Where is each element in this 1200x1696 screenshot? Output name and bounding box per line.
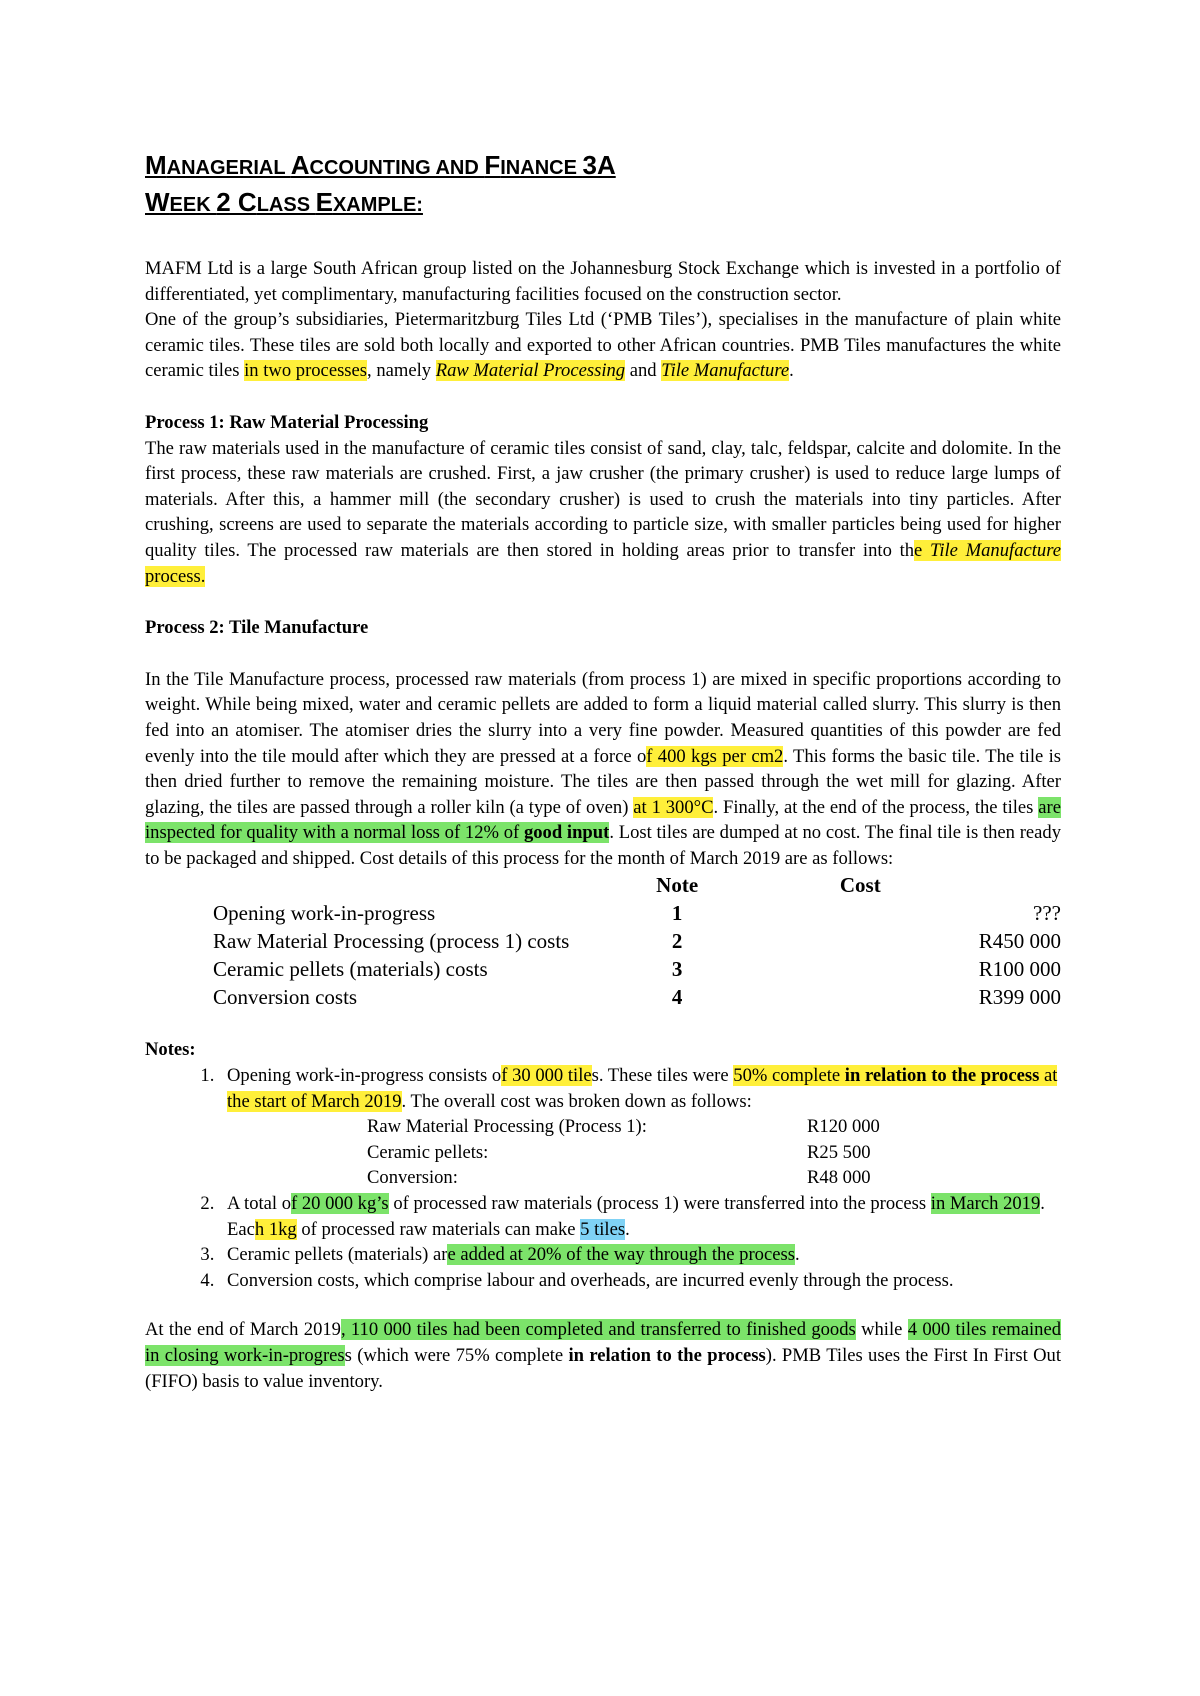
highlight-temperature: at 1 300°C	[633, 796, 714, 818]
closing-paragraph: At the end of March 2019, 110 000 tiles had been completed and transferred to finished goods while 4 000 tiles remained in closing work-in-progress (which were 75% complete in relation to the process). PMB Tiles uses the First In First Out (FIFO) basis to value inventory.	[145, 1319, 1062, 1392]
list-item: 1. Opening work-in-progress consists of 30 000 tiles. These tiles were 50% complete in relation to the process at the start of March 2019. The overall cost was broken down as follows: Raw Material Processing (Process 1): R120 000 Ceramic pellets: R25 500 Conversion: R48 000	[219, 1063, 1061, 1191]
document-body	[145, 148, 1061, 1394]
table-row: Opening work-in-progress 1 ???	[213, 901, 1061, 926]
list-item: 4. Conversion costs, which comprise labour and overheads, are incurred evenly through the process.	[219, 1268, 1061, 1294]
list-item: 2. A total of 20 000 kg’s of processed raw materials (process 1) were transferred into the process in March 2019. Each 1kg of processed raw materials can make 5 tiles.	[219, 1191, 1061, 1242]
process-2-text: In the Tile Manufacture process, processed raw materials (from process 1) are mixed in specific proportions according to weight. While being mixed, water and ceramic pellets are added to form a liquid material called slurry. This slurry is then fed into an atomiser. The atomiser dries the slurry into a very fine powder. Measured quantities of this powder are fed evenly into the tile mould after which they are pressed at a force of 400 kgs per cm2. This forms the basic tile. The tile is then dried further to remove the remaining moisture. The tiles are then passed through the wet mill for glazing. After glazing, the tiles are passed through a roller kiln (a type of oven) at 1 300°C. Finally, at the end of the process, the tiles are inspected for quality with a normal loss of 12% of good input. Lost tiles are dumped at no cost. The final tile is then ready to be packaged and shipped. Cost details of this process for the month of March 2019 are as follows:	[145, 668, 1062, 869]
cost-table	[213, 871, 1061, 1011]
intro-paragraph: MAFM Ltd is a large South African group listed on the Johannesburg Stock Exchange which is invested in a portfolio of differentiated, yet complimentary, manufacturing facilities focused on the construction sector.	[145, 258, 1061, 305]
table-row: Raw Material Processing (process 1) costs 2 R450 000	[213, 929, 1061, 954]
subsidiary-paragraph: One of the group’s subsidiaries, Pietermaritzburg Tiles Ltd (‘PMB Tiles’), specialises in the manufacture of plain white ceramic tiles. These tiles are sold both locally and exported to other African countries. PMB Tiles manufactures the white ceramic tiles in two processes, namely Raw Material Processing and Tile Manufacture.	[145, 309, 1061, 382]
table-row: Conversion: R48 000	[367, 1167, 871, 1189]
table-row: Ceramic pellets (materials) costs 3 R100 000	[213, 957, 1061, 982]
highlight-tile-manufacture: Tile Manufacture	[661, 360, 790, 382]
cost-table-header: Note Cost	[656, 873, 881, 898]
highlight-raw-material-processing: Raw Material Processing	[435, 360, 626, 382]
highlight-two-processes: in two processes	[244, 360, 368, 382]
process-1-heading: Process 1: Raw Material Processing	[145, 411, 429, 433]
list-item: 3. Ceramic pellets (materials) are added at 20% of the way through the process.	[219, 1242, 1061, 1268]
highlight-pressure: f 400 kgs per cm2	[646, 745, 784, 767]
opening-wip-breakdown	[367, 1114, 880, 1191]
course-title: MANAGERIAL ACCOUNTING AND FINANCE 3A	[145, 150, 616, 180]
table-row: Ceramic pellets: R25 500	[367, 1141, 871, 1163]
notes-list	[145, 1063, 1061, 1293]
process-2-heading: Process 2: Tile Manufacture	[145, 617, 369, 639]
highlight-normal-loss: are inspected for quality with a normal loss of 12% of	[145, 796, 1061, 844]
notes-heading: Notes:	[145, 1039, 196, 1061]
table-row: Raw Material Processing (Process 1): R120 000	[367, 1116, 880, 1138]
table-row: Conversion costs 4 R399 000	[213, 985, 1061, 1010]
class-example-title: WEEK 2 CLASS EXAMPLE:	[145, 187, 423, 217]
process-1-text: The raw materials used in the manufacture of ceramic tiles consist of sand, clay, talc, feldspar, calcite and dolomite. In the first process, these raw materials are crushed. First, a jaw crusher (the primary crusher) is used to reduce large lumps of materials. After this, a hammer mill (the secondary crusher) is used to crush the materials into tiny particles. After crushing, screens are used to separate the materials according to particle size, with smaller particles being used for higher quality tiles. The processed raw materials are then stored in holding areas prior to transfer into the Tile Manufacture process.	[145, 437, 1062, 587]
